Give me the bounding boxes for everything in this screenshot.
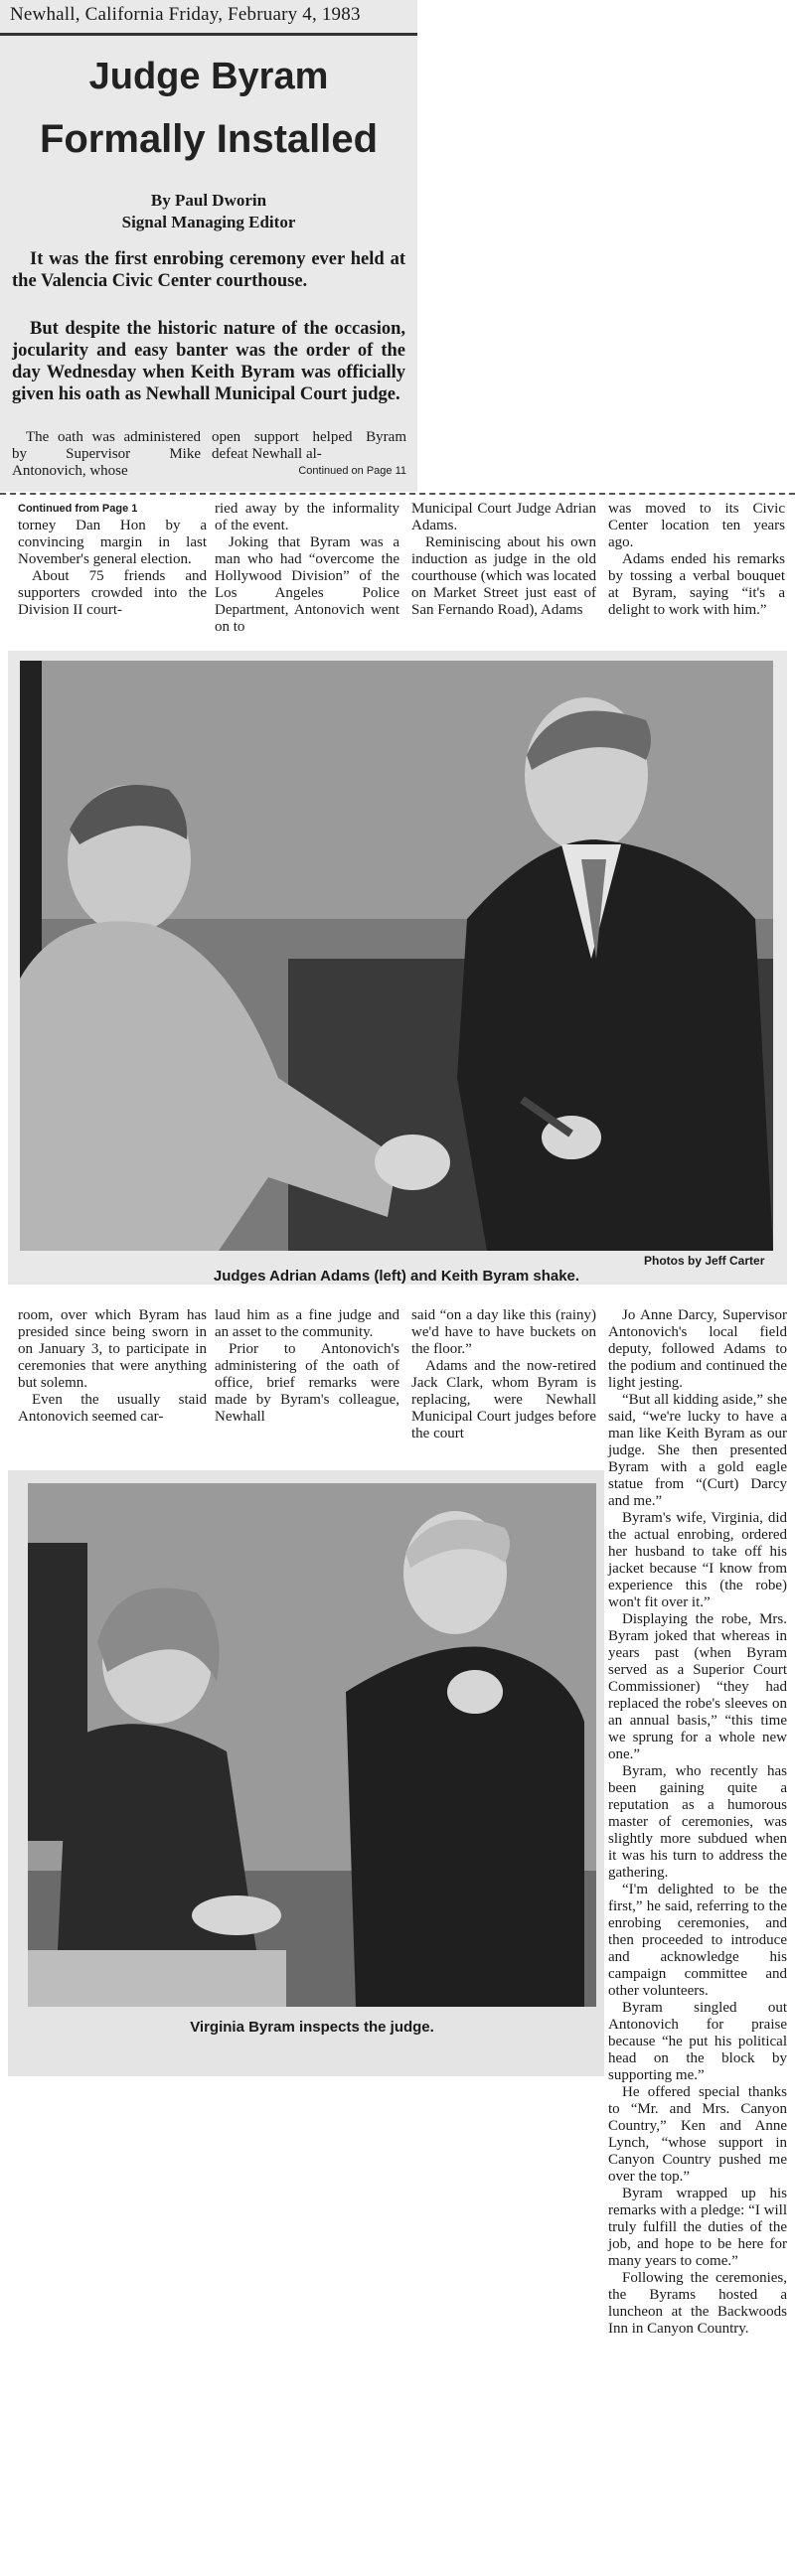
photo-1-caption: Judges Adrian Adams (left) and Keith Byram shake. (213, 1268, 580, 1285)
lower-column-3 (411, 1307, 596, 1442)
continuation-column-2 (215, 501, 399, 636)
photo-credit: Photos by Jeff Carter (644, 1254, 765, 1268)
right-col-p7: Byram singled out Antonovich for praise because “he put his political head on the block by supporting me.” (608, 2000, 787, 2083)
right-col-p8: He offered special thanks to “Mr. and Mrs. Canyon Country,” Ken and Anne Lynch, “whose support in Canyon Country pushed me over the top.” (608, 2084, 787, 2185)
byline-title: Signal Managing Editor (121, 213, 296, 231)
continuation-col1-p1: torney Dan Hon by a convincing margin in last November's general election. (18, 518, 207, 567)
continuation-column-3 (411, 501, 596, 619)
lower-col2-p1: laud him as a fine judge and an asset to the community. (215, 1307, 399, 1340)
continuation-col3-p2: Reminiscing about his own induction as judge in the old courthouse (which was located on Market Street just east of San Fernando Road), Adams (411, 534, 596, 618)
clipping-cut-line (0, 493, 795, 495)
right-col-p1: Jo Anne Darcy, Supervisor Antonovich's local field deputy, followed Adams to the podium and continued the light jesting. (608, 1307, 787, 1391)
top-column-1: The oath was administered by Supervisor Mike Antonovich, whose (12, 429, 201, 479)
dateline-rule (0, 33, 417, 36)
right-col-p10: Following the ceremonies, the Byrams hosted a luncheon at the Backwoods Inn in Canyon Country. (608, 2270, 787, 2337)
right-col-p3: Byram's wife, Virginia, did the actual enrobing, ordered her husband to take off his jacket because “I know from experience this (the robe) won't fit over it.” (608, 1510, 787, 1610)
lower-col1-p2: Even the usually staid Antonovich seemed car- (18, 1392, 207, 1425)
continuation-column-1 (18, 501, 207, 619)
top-column-2-text: open support helped Byram defeat Newhall al- (212, 429, 406, 462)
lower-col1-p1: room, over which Byram has presided since being sworn in on January 3, to participate in ceremonies that were anything but solemn. (18, 1307, 207, 1391)
continuation-col4-p2: Adams ended his remarks by tossing a verbal bouquet at Byram, saying “it's a delight to work with him.” (608, 551, 785, 618)
headline-line-1: Judge Byram (88, 56, 329, 97)
top-column-2 (212, 429, 406, 480)
continued-on-note: Continued on Page 11 (298, 465, 406, 477)
lower-column-2 (215, 1307, 399, 1426)
byline: By Paul Dworin (150, 191, 267, 210)
continuation-col2-p1: ried away by the informality of the event. (215, 501, 399, 533)
continuation-col1-p2: About 75 friends and supporters crowded into the Division II court- (18, 568, 207, 618)
headline-line-2: Formally Installed (39, 117, 379, 161)
lower-column-1 (18, 1307, 207, 1426)
continuation-col4-p1: was moved to its Civic Center location ten years ago. (608, 501, 785, 550)
lower-col2-p2: Prior to Antonovich's administering of the oath of office, brief remarks were made by Byram's colleague, Newhall (215, 1341, 399, 1425)
right-column (608, 1307, 787, 2338)
continuation-column-4 (608, 501, 785, 619)
right-col-p6: “I'm delighted to be the first,” he said, referring to the enrobing ceremonies, and then proceeded to introduce and acknowledge his campaign committee and other volunteers. (608, 1882, 787, 1999)
continuation-col3-p1: Municipal Court Judge Adrian Adams. (411, 501, 596, 533)
right-col-p9: Byram wrapped up his remarks with a pledge: “I will truly fulfill the duties of the job, and hope to be here for many years to come.” (608, 2186, 787, 2269)
photo-2-caption: Virginia Byram inspects the judge. (190, 2019, 434, 2036)
photo-judges-handshake (20, 661, 773, 1251)
right-col-p2: “But all kidding aside,” she said, “we're lucky to have a man like Keith Byram as our judge. She then presented Byram with a gold eagle statue from “(Curt) Darcy and me.” (608, 1392, 787, 1509)
lower-col3-p2: Adams and the now-retired Jack Clark, whom Byram is replacing, were Newhall Municipal Court judges before the court (411, 1358, 596, 1441)
right-col-p5: Byram, who recently has been gaining quite a reputation as a humorous master of ceremonies, was slightly more subdued when it was his turn to address the gathering. (608, 1763, 787, 1881)
lower-col3-p1: said “on a day like this (rainy) we'd have to have buckets on the floor.” (411, 1307, 596, 1357)
continuation-col2-p2: Joking that Byram was a man who had “overcome the Hollywood Division” of the Los Angeles Police Department, Antonovich went on to (215, 534, 399, 635)
dateline: Newhall, California Friday, February 4, 1983 (10, 4, 361, 25)
right-col-p4: Displaying the robe, Mrs. Byram joked that whereas in years past (when Byram served as a Superior Court Commissioner) “they had replaced the robe's sleeves on an annual basis,” “this time we sprung for a whole new one.” (608, 1611, 787, 1762)
photo-enrobing (28, 1483, 596, 2007)
lead-paragraph-1: It was the first enrobing ceremony ever held at the Valencia Civic Center courthouse. (12, 249, 405, 291)
continued-from-label: Continued from Page 1 (18, 503, 138, 515)
lead-paragraph-2: But despite the historic nature of the occasion, jocularity and easy banter was the order of the day Wednesday when Keith Byram was officially given his oath as Newhall Municipal Court judge. (12, 319, 405, 404)
